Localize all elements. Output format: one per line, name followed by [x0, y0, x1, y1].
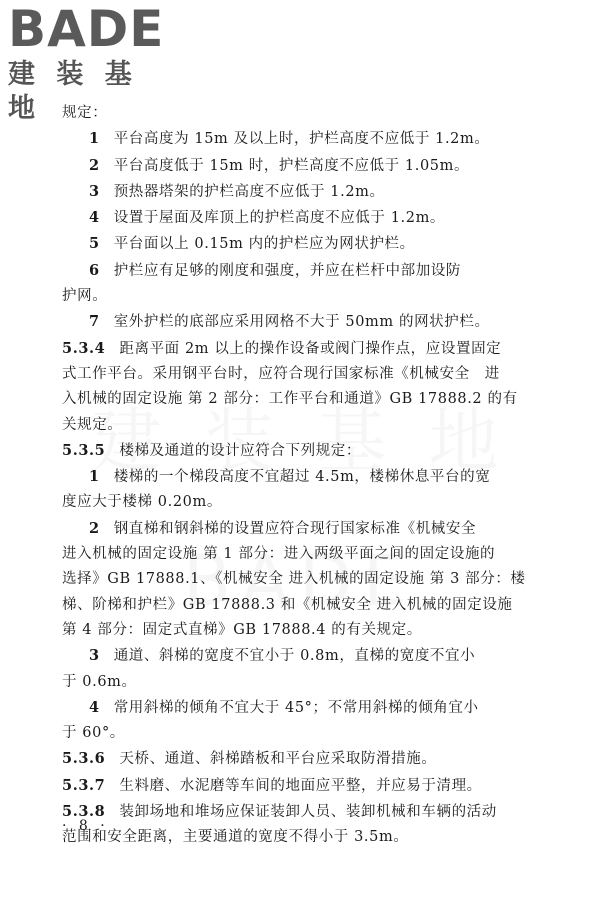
item-number: 5: [89, 235, 100, 253]
text-line: [62, 362, 562, 387]
line-text: 天桥、通道、斜梯踏板和平台应采取防滑措施。: [119, 751, 437, 768]
line-text: 护栏应有足够的刚度和强度，并应在栏杆中部加设防: [113, 262, 462, 279]
text-line: [62, 721, 562, 746]
line-text: 楼梯及通道的设计应符合下列规定：: [119, 442, 361, 459]
item-number: 2: [89, 519, 100, 537]
line-text: 距离平面 2m 以上的操作设备或阀门操作点，应设置固定: [119, 340, 502, 357]
item-number: 3: [89, 647, 100, 665]
text-line: [62, 413, 562, 438]
line-text: 平台面以上 0.15m 内的护栏应为网状护栏。: [113, 236, 415, 253]
line-text: 楼梯的一个梯段高度不宜超过 4.5m，楼梯休息平台的宽: [113, 469, 491, 486]
text-line: [62, 258, 562, 284]
line-text: 入机械的固定设施 第 2 部分：工作平台和通道》GB 17888.2 的有: [62, 391, 518, 408]
text-line: [62, 231, 562, 257]
line-text: 钢直梯和钢斜梯的设置应符合现行国家标准《机械安全: [113, 520, 477, 537]
item-number: 1: [89, 468, 100, 486]
item-number: 6: [89, 261, 100, 279]
section-number: 5.3.5: [62, 441, 106, 459]
line-text: 于 0.6m。: [62, 673, 137, 690]
item-number: 4: [89, 698, 100, 716]
line-text: 通道、斜梯的宽度不宜小于 0.8m，直梯的宽度不宜小: [113, 648, 476, 665]
text-line: [62, 799, 562, 825]
text-line: [62, 336, 562, 362]
section-number: 5.3.4: [62, 339, 106, 357]
text-line: [62, 618, 562, 643]
item-number: 7: [89, 313, 100, 331]
text-line: [62, 542, 562, 567]
line-text: 范围和安全距离，主要通道的宽度不得小于 3.5m。: [62, 829, 409, 846]
text-line: [62, 101, 562, 126]
text-line: [62, 695, 562, 721]
text-line: [62, 773, 562, 799]
line-text: 关规定。: [62, 416, 123, 433]
text-line: [62, 205, 562, 231]
text-line: [62, 643, 562, 669]
text-line: [62, 670, 562, 695]
text-line: [62, 309, 562, 335]
line-text: 选择》GB 17888.1、《机械安全 进入机械的固定设施 第 3 部分：楼: [62, 571, 526, 588]
logo-subtitle: 建 装 基 地: [8, 59, 138, 124]
logo-wordmark: BADE: [8, 0, 165, 58]
text-line: [62, 593, 562, 618]
text-line: [62, 179, 562, 205]
item-number: 3: [89, 182, 100, 200]
line-text: 平台高度为 15m 及以上时，护栏高度不应低于 1.2m。: [113, 131, 490, 148]
item-number: 1: [89, 130, 100, 148]
item-number: 2: [89, 156, 100, 174]
text-line: [62, 284, 562, 309]
section-number: 5.3.7: [62, 776, 106, 794]
text-line: [62, 387, 562, 412]
item-number: 4: [89, 209, 100, 227]
text-line: [62, 126, 562, 152]
line-text: 第 4 部分：固定式直梯》GB 17888.4 的有关规定。: [62, 621, 422, 638]
line-text: 室外护栏的底部应采用网格不大于 50mm 的网状护栏。: [113, 314, 490, 331]
line-text: 装卸场地和堆场应保证装卸人员、装卸机械和车辆的活动: [119, 804, 497, 821]
line-text: 于 60°。: [62, 725, 125, 742]
text-line: [62, 153, 562, 179]
text-line: [62, 490, 562, 515]
document-body: [62, 101, 562, 851]
text-line: [62, 516, 562, 542]
line-text: 护网。: [62, 288, 108, 305]
section-number: 5.3.6: [62, 750, 106, 768]
text-line: [62, 438, 562, 464]
page-number: · 8 ·: [62, 818, 109, 834]
line-text: 梯、阶梯和护栏》GB 17888.3 和《机械安全 进入机械的固定设施: [62, 596, 513, 613]
line-text: 生料磨、水泥磨等车间的地面应平整，并应易于清理。: [119, 777, 482, 794]
line-text: 式工作平台。采用钢平台时，应符合现行国家标准《机械安全 进: [62, 365, 500, 382]
text-line: [62, 825, 562, 850]
line-text: 规定：: [62, 105, 108, 121]
line-text: 平台高度低于 15m 时，护栏高度不应低于 1.05m。: [113, 157, 470, 174]
line-text: 进入机械的固定设施 第 1 部分：进入两级平面之间的固定设施的: [62, 546, 496, 563]
line-text: 度应大于楼梯 0.20m。: [62, 494, 222, 511]
text-line: [62, 746, 562, 772]
line-text: 预热器塔架的护栏高度不应低于 1.2m。: [113, 183, 385, 200]
line-text: 设置于屋面及库顶上的护栏高度不应低于 1.2m。: [113, 210, 446, 227]
line-text: 常用斜梯的倾角不宜大于 45°；不常用斜梯的倾角宜小: [113, 699, 479, 716]
text-line: [62, 567, 562, 592]
section-number: 5.3.8: [62, 803, 106, 821]
text-line: [62, 464, 562, 490]
